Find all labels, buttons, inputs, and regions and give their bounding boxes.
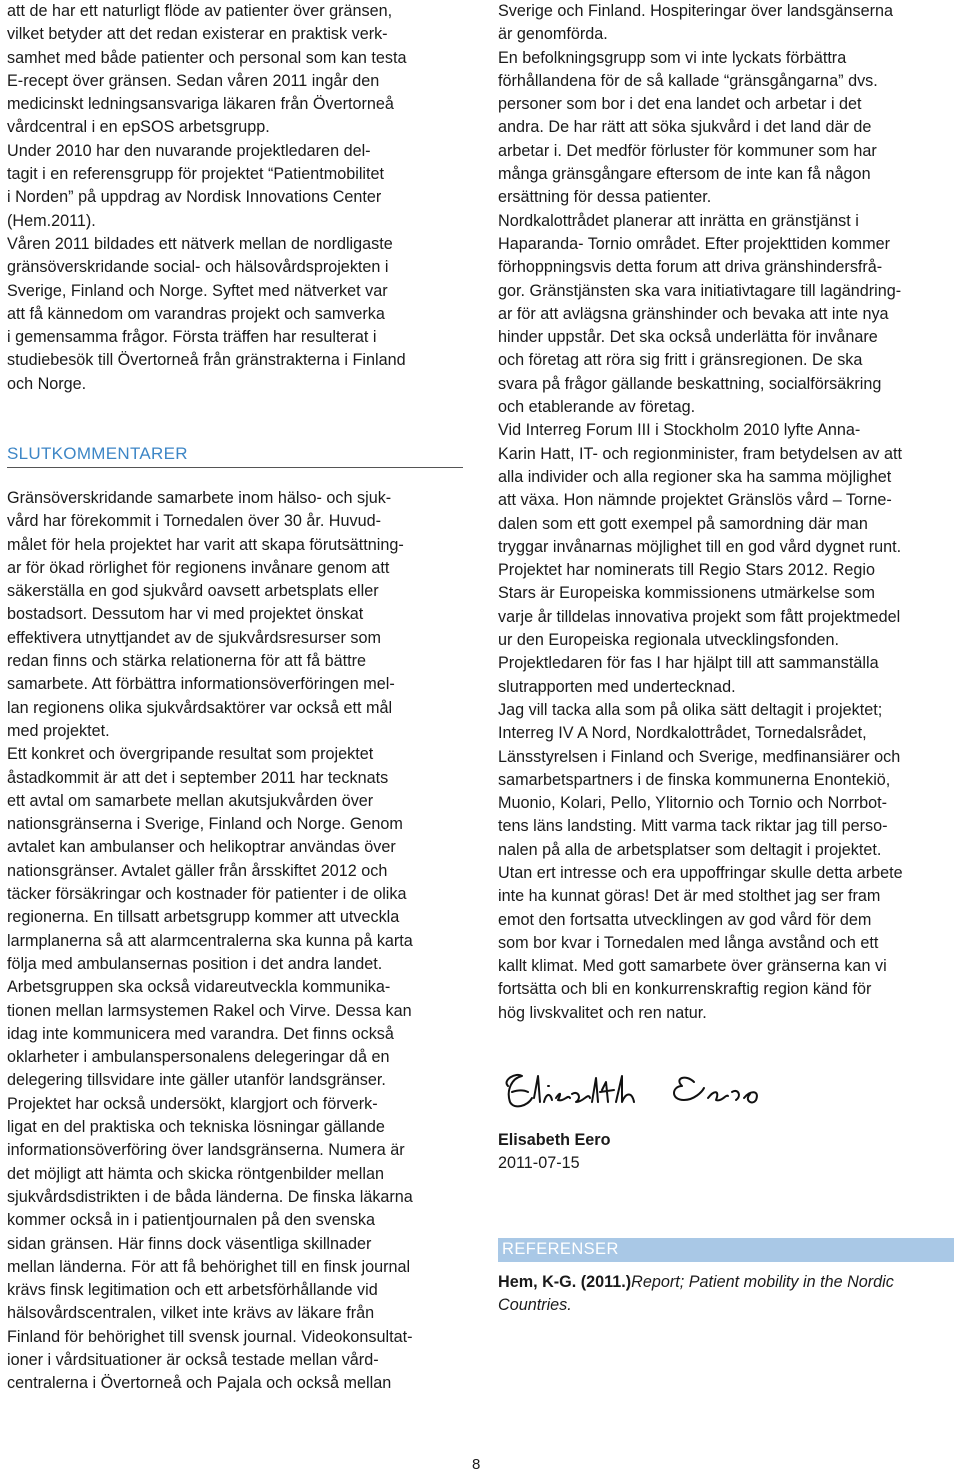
left-intro-line: och Norge. [7,374,87,393]
left-column-body [7,487,469,1396]
slutkommentarer-line: med projektet. [7,721,110,740]
left-intro-line: Sverige, Finland och Norge. Syftet med nätverket var [7,281,388,300]
left-intro-paragraph [7,0,469,396]
slutkommentarer-line: Projektet har också undersökt, klargjort och förverk- [7,1094,378,1113]
slutkommentarer-line: idag inte kommunicera med varandra. Det finns också [7,1024,394,1043]
slutkommentarer-line: regionerna. En tillsatt arbetsgrupp kommer att utveckla [7,908,400,927]
slutkommentarer-line: nationsgränser. Avtalet gäller från årsskiftet 2012 och [7,861,388,880]
right-column-line: alla individer och alla regioner ska ha samma möjlighet [498,467,892,486]
right-column-line: varje år tilldelas innovativa projekt som fått projektmedel [498,607,901,626]
left-intro-line: samhet med både patienter och personal som kan testa [7,48,407,67]
right-column-line: slutrapporten med undertecknad. [498,677,736,696]
right-column-line: Interreg IV A Nord, Nordkalottrådet, Tornedalsrådet, [498,724,867,743]
slutkommentarer-paragraph [7,487,469,1396]
right-column-line: tryggar invånarnas möjlighet till en god vård dygnet runt. [498,537,902,556]
slutkommentarer-line: mellan länderna. För att få behörighet till en finsk journal [7,1257,411,1276]
reference-title-line1: Report; Patient mobility in the Nordic [631,1273,894,1291]
page-number: 8 [472,1456,481,1473]
slutkommentarer-line: samarbete. Att förbättra informationsöverföringen mel- [7,675,395,694]
slutkommentarer-line: redan finns och stärka relationerna för att få bättre [7,652,367,671]
left-intro-line: gränsöverskridande social- och hälsovårdsprojekten i [7,258,389,277]
left-intro-line: att få kännedom om varandras projekt och samverka [7,304,385,323]
signature-image [498,1062,788,1122]
slutkommentarer-line: vård har förekommit i Tornedalen över 30 år. Huvud- [7,512,381,531]
slutkommentarer-line: hälsovårdscentralen, vilket inte krävs av läkare från [7,1304,375,1323]
left-column [7,0,469,396]
right-column-line: förhoppningsvis detta forum att driva gränshindersfrå- [498,258,883,277]
left-intro-line: i Norden” på uppdrag av Nordisk Innovations Center [7,188,382,207]
slutkommentarer-line: täcker försäkringar och kostnader för patienter i de olika [7,885,407,904]
right-column-line: samarbetspartners i de finska kommunerna Enontekiö, [498,770,891,789]
right-column-line: ar för att avlägsna gränshinder och bevaka att inte nya [498,304,889,323]
right-column-text [498,0,953,1025]
slutkommentarer-line: bostadsort. Dessutom har vi med projektet önskat [7,605,364,624]
signature-date: 2011-07-15 [498,1154,580,1172]
right-column-line: Sverige och Finland. Hospiteringar över landsgänserna [498,2,894,20]
references-header-bar [498,1238,954,1262]
right-column [498,0,953,1025]
right-column-line: fortsätta och bli en konkurrenskraftig region känd för [498,980,872,999]
right-column-line: hinder uppstår. Det ska också underlätta för invånare [498,328,878,347]
right-column-line: nalen på alla de arbetsplatser som deltagit i projektet. [498,840,882,859]
right-column-line: Utan ert intresse och era uppoffringar skulle detta arbete [498,863,903,882]
slutkommentarer-line: Arbetsgruppen ska också vidareutveckla kommunika- [7,978,391,997]
right-column-line: Stars är Europeiska kommissionens utmärkelse som [498,584,875,603]
left-intro-line: Under 2010 har den nuvarande projektledaren del- [7,141,371,160]
right-column-line: dalen som ett gott exempel på samordning där man [498,514,868,533]
right-column-line: ur den Europeiska regionala utvecklingsfonden. [498,631,840,650]
right-column-line: Länsstyrelsen i Finland och Sverige, medfinansiärer och [498,747,901,766]
right-column-line: förhållandena för de så kallade “gränsgångarna” dvs. [498,71,878,90]
left-intro-line: i gemensamma frågor. Första träffen har resulterat i [7,328,377,347]
right-column-line: Jag vill tacka alla som på olika sätt deltagit i projektet; [498,700,883,719]
right-column-line: Muonio, Kolari, Pello, Ylitornio och Tornio och Norrbot- [498,794,887,813]
right-column-line: många gränsgångare eftersom de inte kan få någon [498,165,871,184]
slutkommentarer-line: delegering tillsvidare inte gäller utanför landsgränser. [7,1071,386,1090]
slutkommentarer-line: ett avtal om samarbete mellan akutsjukvården över [7,791,374,810]
slutkommentarer-line: åstadkommit är att det i september 2011 har tecknats [7,768,389,787]
right-column-line: En befolkningsgrupp som vi inte lyckats förbättra [498,48,847,67]
left-intro-line: tagit i en referensgrupp för projektet “Patientmobilitet [7,165,385,184]
slutkommentarer-line: avtalet kan ambulanser och helikoptrar användas över [7,838,396,857]
slutkommentarer-line: målet för hela projektet har varit att skapa förutsättning- [7,535,404,554]
right-column-line: tens läns landsting. Mitt varma tack riktar jag till perso- [498,817,888,836]
right-column-line: och etablerande av företag. [498,398,696,417]
slutkommentarer-line: ar för ökad rörlighet för regionens invånare genom att [7,558,390,577]
left-intro-line: vårdcentral i en epSOS arbetsgrupp. [7,118,270,137]
slutkommentarer-line: tionen mellan larmsystemen Rakel och Virve. Dessa kan [7,1001,412,1020]
slutkommentarer-line: sjukvårdsdistrikten i de båda länderna. De finska läkarna [7,1187,413,1206]
left-intro-line: (Hem.2011). [7,211,96,230]
left-intro-line: att de har ett naturligt flöde av patienter över gränsen, [7,2,393,20]
left-intro-line: E-recept över gränsen. Sedan våren 2011 ingår den [7,71,380,90]
right-column-line: andra. De har rätt att söka sjukvård i det land där de [498,118,872,137]
slutkommentarer-line: kommer också in i patientjournalen på den svenska [7,1211,376,1230]
references-title: REFERENSER [502,1240,619,1258]
right-column-line: hög livskvalitet och ren natur. [498,1003,707,1022]
reference-author: Hem, K-G. (2011.) [498,1273,632,1291]
left-intro-line: medicinskt ledningsansvariga läkaren från Övertorneå [7,95,394,114]
signer-name: Elisabeth Eero [498,1131,611,1149]
slutkommentarer-line: Finland för behörighet till svensk journal. Videokonsultat- [7,1327,413,1346]
slutkommentarer-line: sidan gränsen. Här finns dock väsentliga skillnader [7,1234,372,1253]
right-column-line: Nordkalottrådet planerar att inrätta en gränstjänst i [498,211,859,230]
right-column-line: Projektet har nominerats till Regio Stars 2012. Regio [498,561,875,580]
slutkommentarer-line: effektivera utnyttjandet av de sjukvårdsresurser som [7,628,381,647]
reference-entry-cont [498,1294,572,1317]
left-intro-line: studiebesök till Övertorneå från gränstrakterna i Finland [7,351,406,370]
right-column-line: Vid Interreg Forum III i Stockholm 2010 lyfte Anna- [498,421,861,440]
right-column-line: emot den fortsatta utvecklingen av god vård för dem [498,910,872,929]
right-column-line: är genomförda. [498,25,608,44]
right-column-line: som bor kvar i Tornedalen med långa avstånd och ett [498,933,879,952]
slutkommentarer-line: larmplanerna så att alarmcentralerna ska kunna på karta [7,931,413,950]
slutkommentarer-line: ligat en del praktiska och tekniska lösningar gällande [7,1118,385,1137]
slutkommentarer-line: krävs finsk legitimation och ett arbetsförhållande vid [7,1281,378,1300]
right-column-line: Projektledaren för fas I har hjälpt till att sammanställa [498,654,879,673]
right-column-line: Haparanda- Tornio området. Efter projekttiden kommer [498,234,890,253]
slutkommentarer-line: centralerna i Övertorneå och Pajala och också mellan [7,1374,392,1393]
slutkommentarer-line: oklarheter i ambulanspersonalens delegeringar då en [7,1048,390,1067]
right-column-line: arbetar i. Det medför förluster för kommuner som har [498,141,877,160]
right-column-line: kallt klimat. Med gott samarbete över gränserna kan vi [498,957,887,976]
slutkommentarer-line: säkerställa en god sjukvård oavsett arbetsplats eller [7,582,379,601]
right-column-line: svara på frågor gällande beskattning, socialförsäkring [498,374,882,393]
right-column-line: ersättning för dessa patienter. [498,188,712,207]
right-column-line: inte ha kunnat göras! Det är med stolthet jag ser fram [498,887,881,906]
slutkommentarer-line: Gränsöverskridande samarbete inom hälso- och sjuk- [7,489,392,507]
left-intro-line: vilket betyder att det redan existerar en praktisk verk- [7,25,388,44]
left-intro-line: Våren 2011 bildades ett nätverk mellan de nordligaste [7,234,393,253]
section-heading-slutkommentarer: SLUTKOMMENTARER [7,444,463,468]
slutkommentarer-line: nationsgränserna i Sverige, Finland och Norge. Genom [7,815,403,834]
right-column-line: och företag att röra sig fritt i gränsregionen. De ska [498,351,863,370]
slutkommentarer-line: lan regionens olika sjukvårdsaktörer var också ett mål [7,698,393,717]
slutkommentarer-line: följa med ambulansernas position i det andra landet. [7,954,383,973]
slutkommentarer-line: informationsöverföring över landsgränserna. Numera är [7,1141,405,1160]
right-column-line: gor. Gränstjänsten ska vara initiativtagare till lagändring- [498,281,902,300]
reference-entry [498,1271,894,1294]
right-column-line: personer som bor i det ena landet och arbetar i det [498,95,862,114]
slutkommentarer-line: det möjligt att hämta och skicka röntgenbilder mellan [7,1164,384,1183]
reference-title-line2: Countries. [498,1296,572,1314]
slutkommentarer-line: Ett konkret och övergripande resultat som projektet [7,745,374,764]
right-column-line: att växa. Hon nämnde projektet Gränslös vård – Torne- [498,491,892,510]
slutkommentarer-line: ioner i vårdsituationer är också testade mellan vård- [7,1350,379,1369]
right-column-line: Karin Hatt, IT- och regionminister, fram betydelsen av att [498,444,902,463]
